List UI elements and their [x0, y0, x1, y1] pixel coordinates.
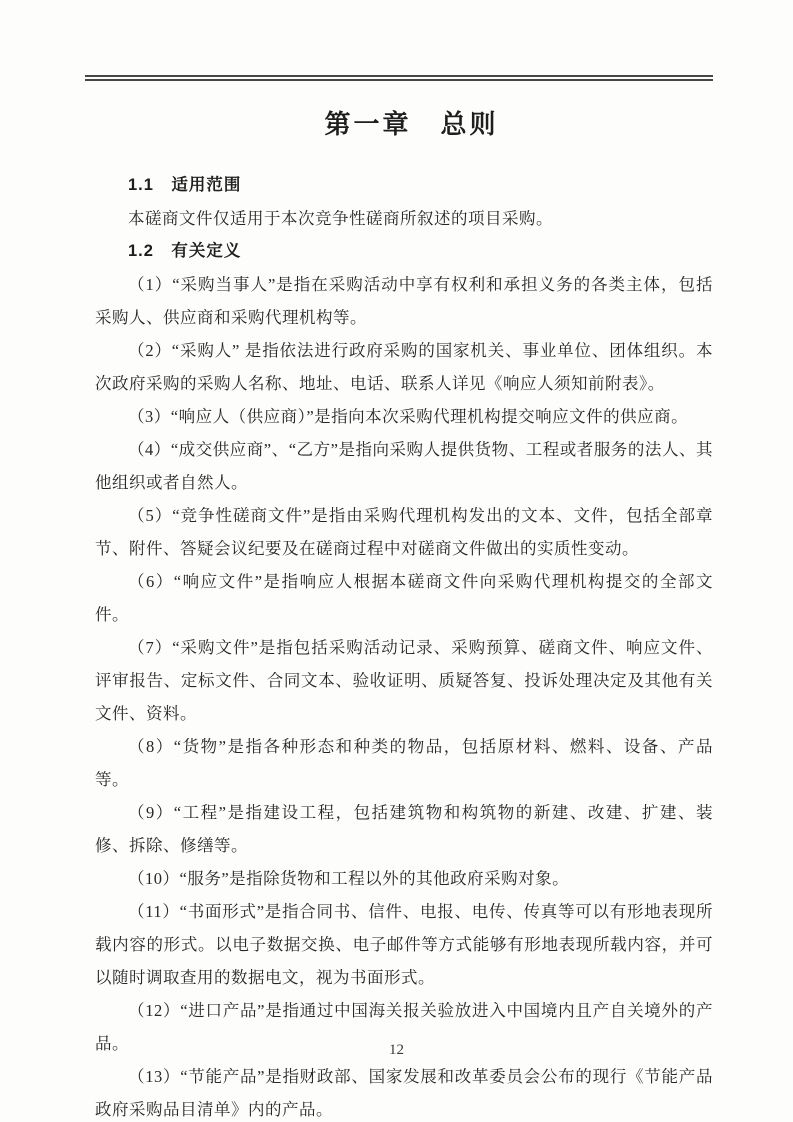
document-body — [95, 169, 713, 1122]
definition-item-3: （3）“响应人（供应商）”是指向本次采购代理机构提交响应文件的供应商。 — [128, 407, 689, 426]
definition-item-12: （12）“进口产品”是指通过中国海关报关验放进入中国境内且产自关境外的产品。 — [95, 1001, 713, 1053]
page-number: 12 — [389, 1042, 404, 1058]
definition-item-2: （2）“采购人” 是指依法进行政府采购的国家机关、事业单位、团体组织。本次政府采购的采购人名称、地址、电话、联系人详见《响应人须知前附表》。 — [95, 341, 713, 393]
definition-item-6: （6）“响应文件”是指响应人根据本磋商文件向采购代理机构提交的全部文件。 — [95, 572, 713, 624]
header-double-rule — [85, 75, 713, 81]
definition-item-1: （1）“采购当事人”是指在采购活动中享有权利和承担义务的各类主体，包括采购人、供应商和采购代理机构等。 — [95, 275, 713, 327]
definition-item-4: （4）“成交供应商”、“乙方”是指向采购人提供货物、工程或者服务的法人、其他组织或者自然人。 — [95, 440, 713, 492]
section-heading-1-1: 1.1 适用范围 — [128, 176, 242, 194]
definition-item-13: （13）“节能产品”是指财政部、国家发展和改革委员会公布的现行《节能产品政府采购品目清单》内的产品。 — [95, 1067, 713, 1119]
definition-item-8: （8）“货物”是指各种形态和种类的物品，包括原材料、燃料、设备、产品等。 — [95, 737, 713, 789]
definition-item-9: （9）“工程”是指建设工程，包括建筑物和构筑物的新建、改建、扩建、装修、拆除、修缮等。 — [95, 803, 713, 855]
definition-item-7: （7）“采购文件”是指包括采购活动记录、采购预算、磋商文件、响应文件、评审报告、定标文件、合同文本、验收证明、质疑答复、投诉处理决定及其他有关文件、资料。 — [95, 638, 713, 723]
chapter-title: 第一章 总则 — [324, 110, 499, 139]
section-heading-1-2: 1.2 有关定义 — [128, 242, 242, 260]
definition-item-11: （11）“书面形式”是指合同书、信件、电报、电传、传真等可以有形地表现所载内容的形式。以电子数据交换、电子邮件等方式能够有形地表现所载内容，并可以随时调取查用的数据电文，视为书面形式。 — [95, 902, 713, 987]
section-1-paragraph: 本磋商文件仅适用于本次竞争性磋商所叙述的项目采购。 — [128, 209, 553, 228]
definition-item-10: （10）“服务”是指除货物和工程以外的其他政府采购对象。 — [128, 869, 570, 888]
definition-item-5: （5）“竞争性磋商文件”是指由采购代理机构发出的文本、文件，包括全部章节、附件、答疑会议纪要及在磋商过程中对磋商文件做出的实质性变动。 — [95, 506, 713, 558]
